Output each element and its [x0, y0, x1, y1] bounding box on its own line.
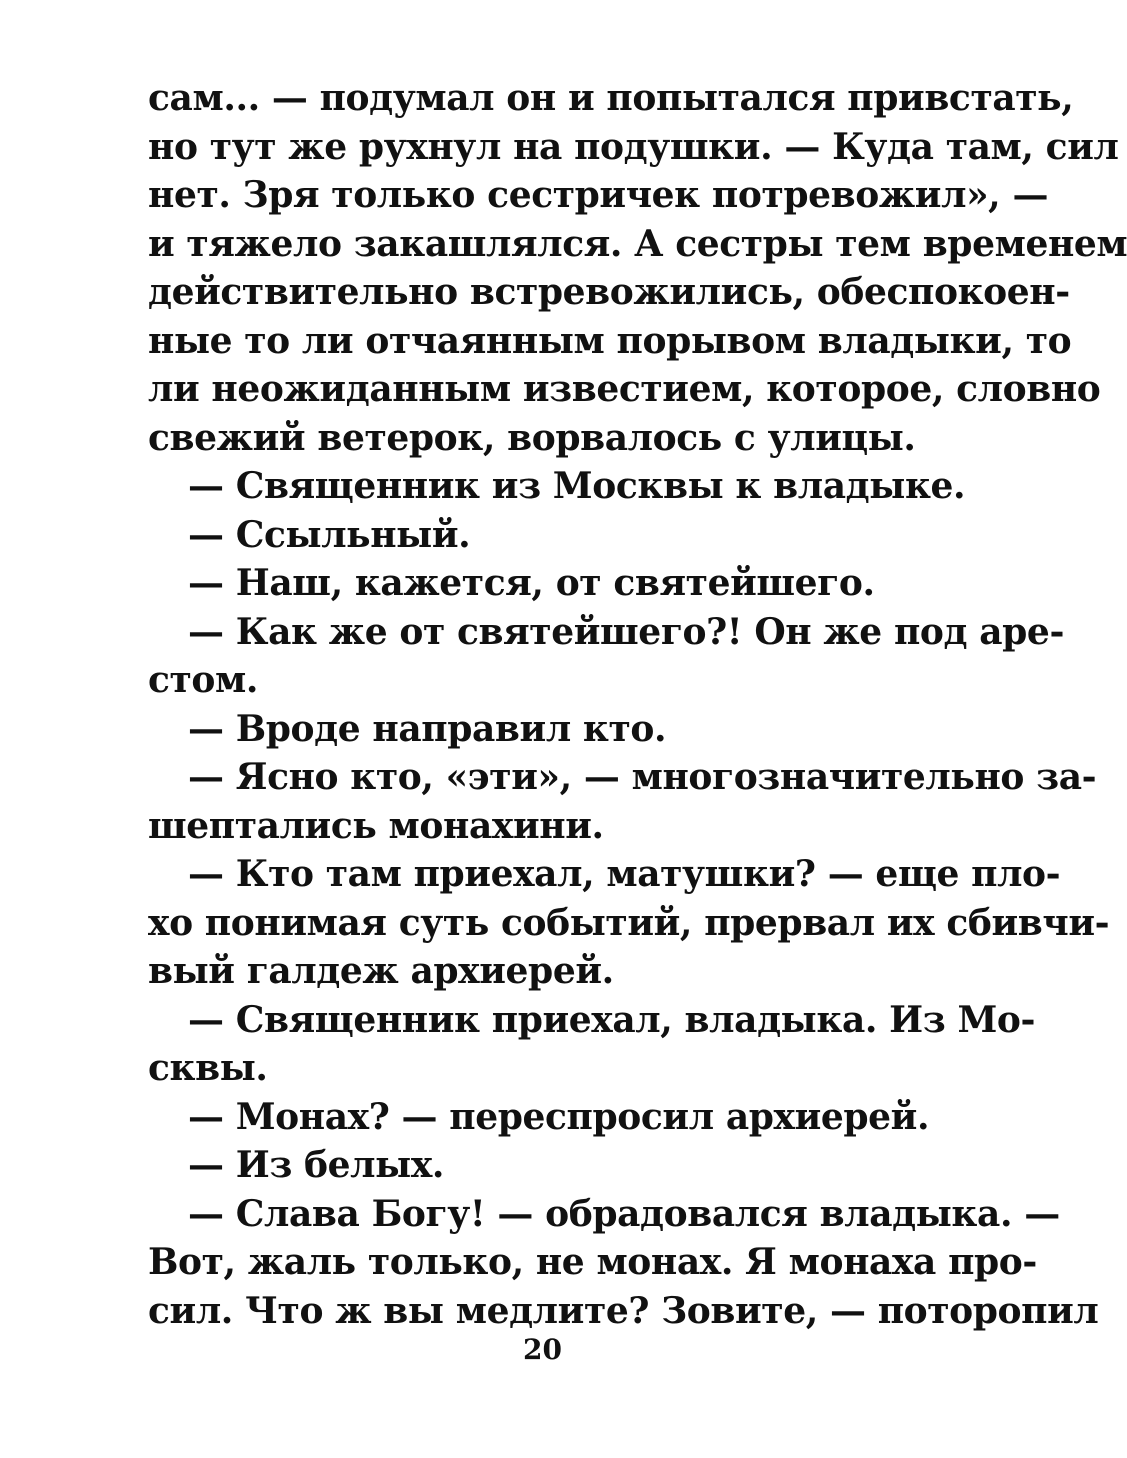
text-line-24: — Слава Богу! — обрадовался владыка. —: [188, 1192, 1060, 1235]
text-line-25: Вот, жаль только, не монах. Я монаха про-: [148, 1241, 1037, 1283]
text-line-9: — Священник из Москвы к владыке.: [188, 465, 966, 507]
text-line-2: но тут же рухнул на подушки. — Куда там, сил: [148, 125, 1119, 168]
text-line-3: нет. Зря только сестричек потревожил», —: [148, 174, 1049, 216]
text-line-11: — Наш, кажется, от святейшего.: [188, 562, 875, 604]
text-line-5: действительно встревожились, обеспокоен-: [148, 271, 1070, 313]
text-line-22: — Монах? — переспросил архиерей.: [188, 1095, 930, 1138]
text-line-8: свежий ветерок, ворвалось с улицы.: [148, 416, 916, 459]
text-line-15: — Ясно кто, «эти», — многозначительно за-: [188, 756, 1097, 798]
text-line-23: — Из белых.: [188, 1144, 445, 1186]
text-line-12: — Как же от святейшего?! Он же под аре-: [188, 610, 1064, 653]
text-line-26: сил. Что ж вы медлите? Зовите, — поторопил: [148, 1289, 1099, 1332]
text-line-13: стом.: [148, 659, 259, 701]
text-line-20: — Священник приехал, владыка. Из Мо-: [188, 998, 1036, 1041]
page-number: 20: [523, 1333, 562, 1366]
text-line-18: хо понимая суть событий, прервал их сбивчи-: [148, 901, 1110, 944]
text-line-7: ли неожиданным известием, которое, словно: [148, 368, 1101, 410]
text-line-14: — Вроде направил кто.: [188, 707, 667, 750]
body-text: [148, 74, 1127, 1335]
text-line-6: ные то ли отчаянным порывом владыки, то: [148, 319, 1072, 362]
text-line-10: — Ссыльный.: [188, 513, 471, 556]
text-line-4: и тяжело закашлялся. А сестры тем временем: [148, 222, 1127, 265]
text-line-1: сам... — подумал он и попытался привстать,: [148, 77, 1074, 119]
text-line-19: вый галдеж архиерей.: [148, 950, 614, 992]
text-line-17: — Кто там приехал, матушки? — еще пло-: [188, 853, 1061, 895]
text-line-16: шептались монахини.: [148, 804, 604, 847]
text-line-21: сквы.: [148, 1047, 268, 1089]
